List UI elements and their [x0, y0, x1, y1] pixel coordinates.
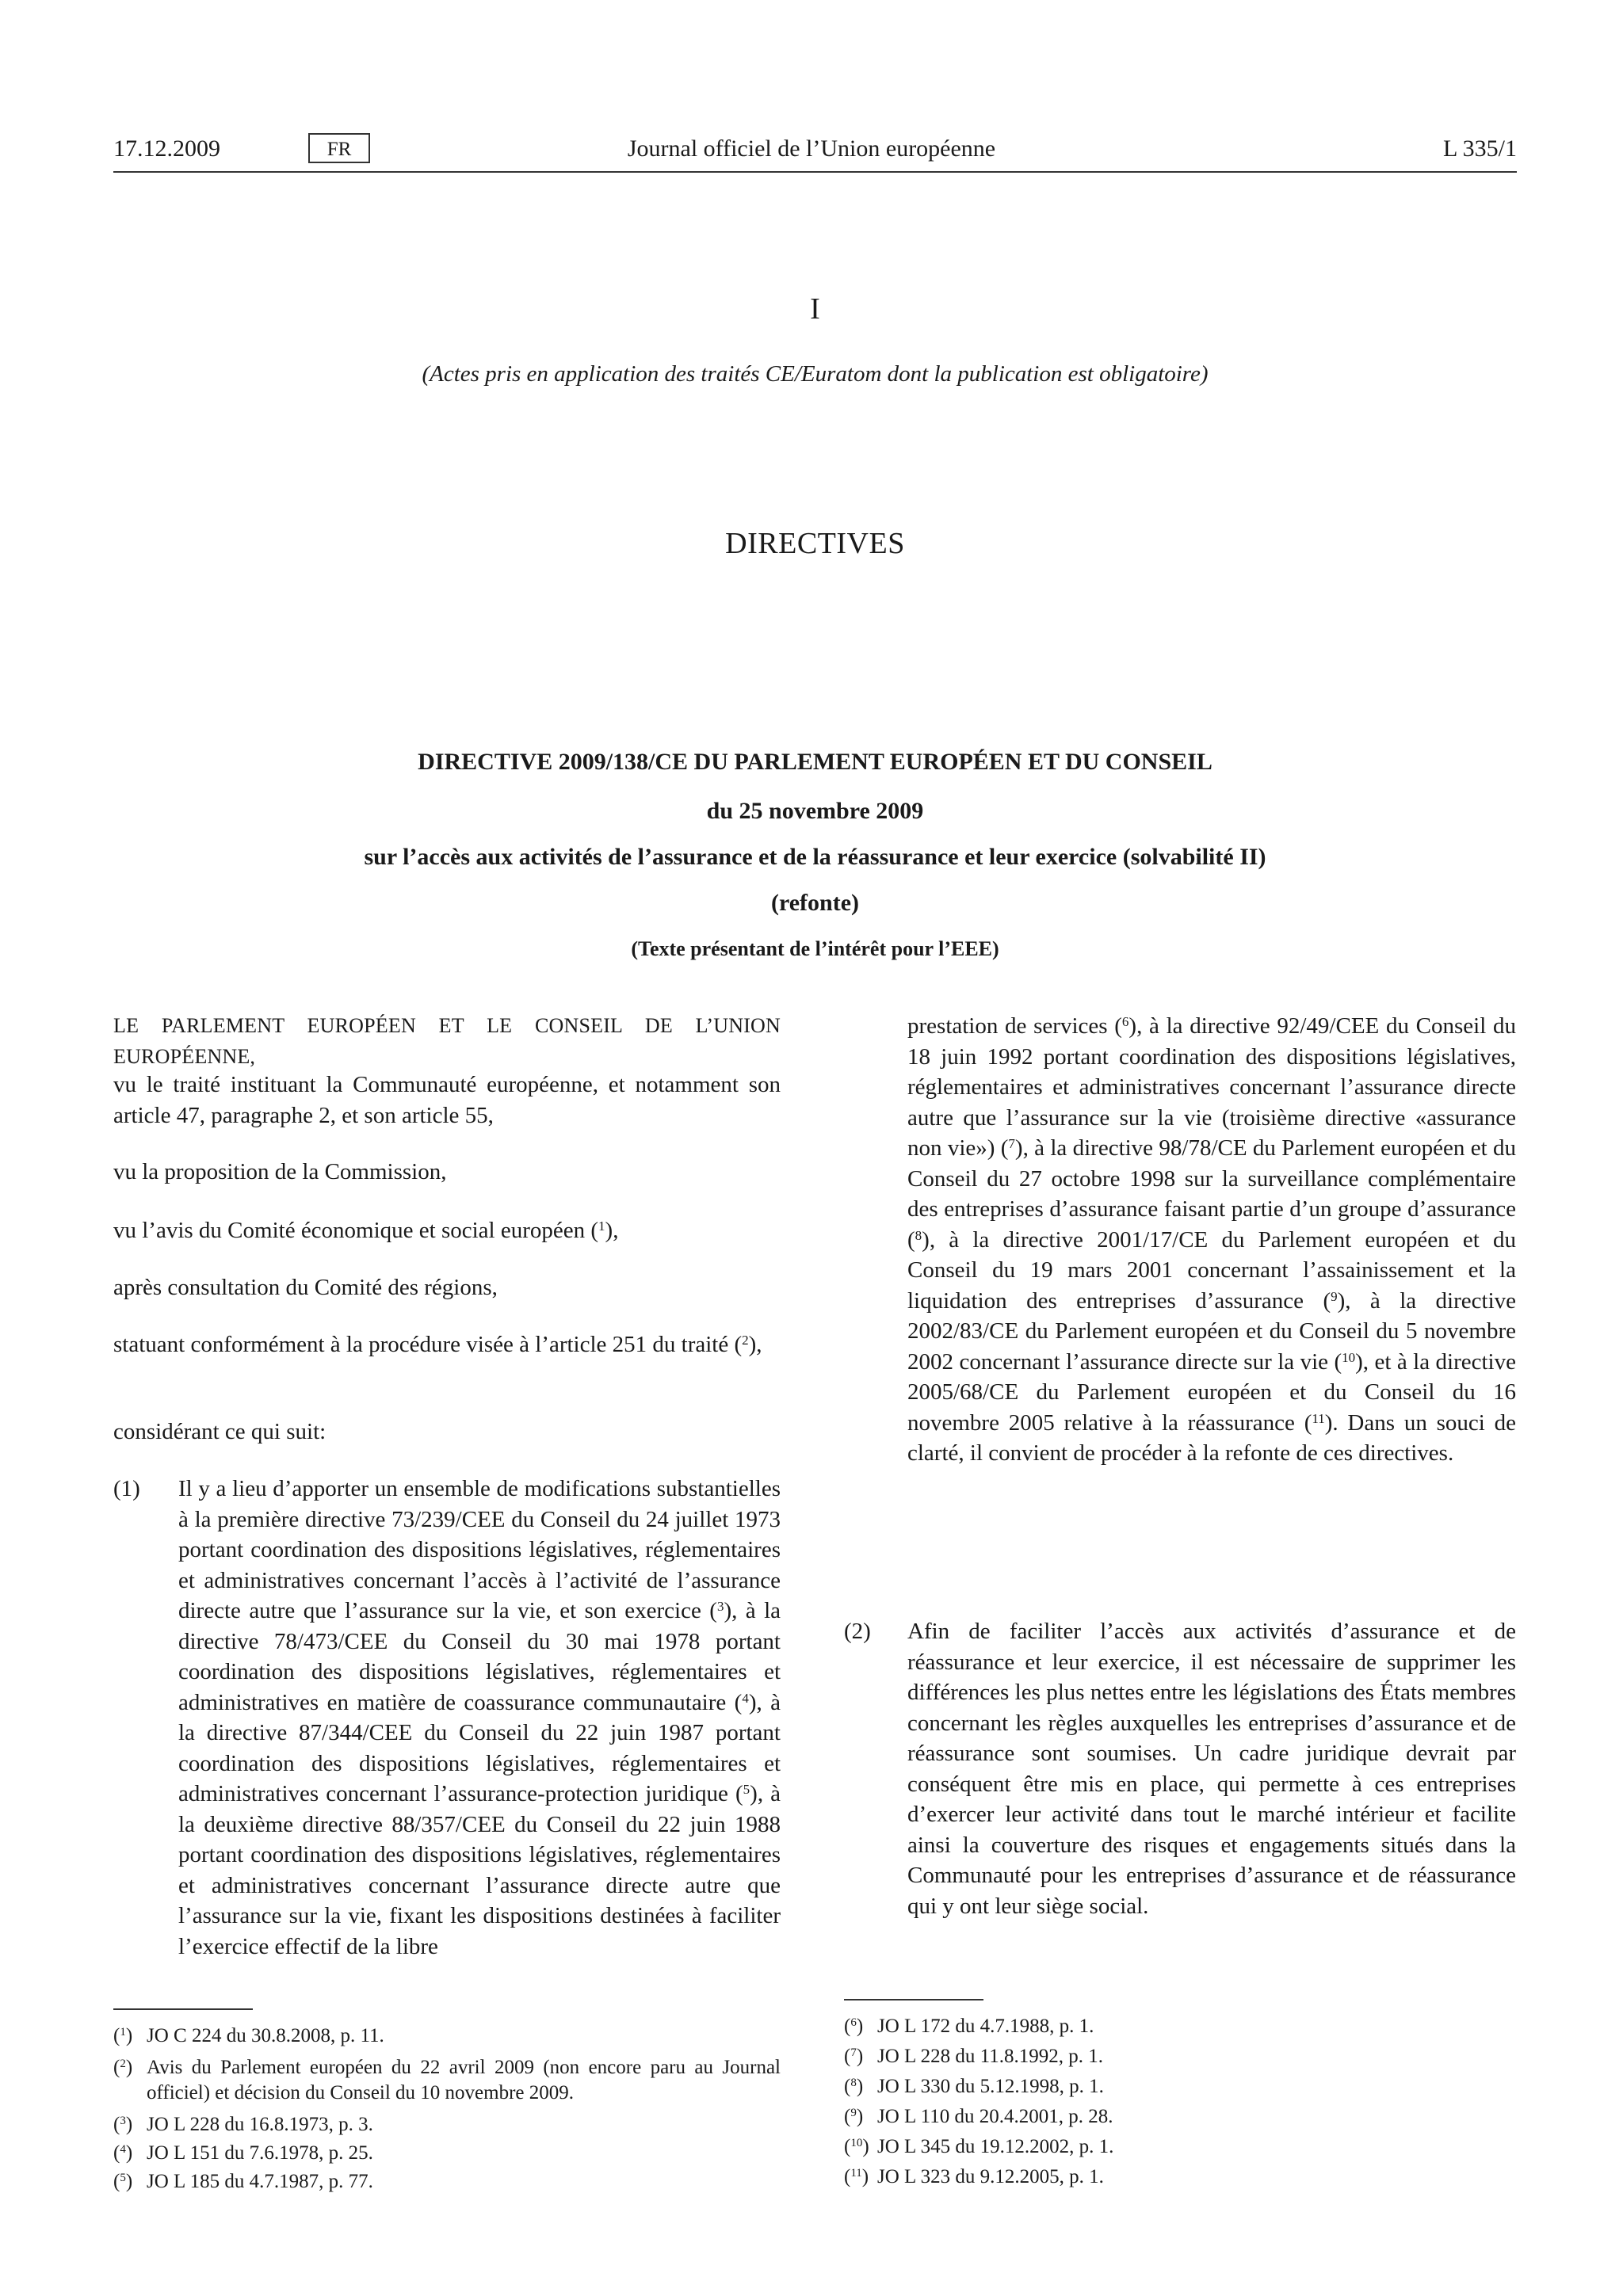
- recital-text-part: ), à la directive 92/49/CEE du Conseil du 18 juin 1992 portant coordination des dispositions législatives, réglementaires et administratives concernant l’assurance directe autre que l’assurance sur la vie (troisième directive «assurance non vie») (: [907, 1013, 1516, 1161]
- footnote-text: JO L 330 du 5.12.1998, p. 1.: [877, 2076, 1104, 2097]
- footnote-ref[interactable]: 3: [716, 1599, 724, 1614]
- footnote-rule-left: [113, 2008, 253, 2010]
- category-heading: DIRECTIVES: [725, 527, 905, 560]
- footnote-ref[interactable]: 4: [742, 1690, 749, 1706]
- visa-5: [113, 1329, 781, 1360]
- visa-1: [113, 1070, 781, 1131]
- recital-1: [113, 1474, 781, 1981]
- recital-text-part: ), à la directive 2002/83/CE du Parlement européen et du Conseil du 5 novembre 2002 concernant l’assurance directe sur la vie (: [907, 1287, 1516, 1375]
- header-language-box: FR: [308, 133, 370, 163]
- recital-2-text: Afin de faciliter l’accès aux activités d’assurance et de réassurance et leur exercice, il est nécessaire de supprimer les différences les plus nettes entre les législations des États membres concernant les règles auxquelles les entreprises d’assurance et de réassurance sont soumises. Un cadre juridique devrait par conséquent être mis en place, qui permette à ces entreprises d’exercer leur activité dans tout le marché intérieur et facilite ainsi la couverture des risques et engagements situés dans la Communauté pour les entreprises d’assurance et de réassurance qui y ont leur siège social.: [907, 1619, 1516, 1919]
- eea-relevance: (Texte présentant de l’intérêt pour l’EEE): [631, 937, 999, 960]
- footnote-text: JO L 151 du 7.6.1978, p. 25.: [147, 2142, 373, 2164]
- directive-date: du 25 novembre 2009: [706, 798, 924, 824]
- footnote-ref[interactable]: 1: [598, 1219, 605, 1234]
- considering: [113, 1417, 781, 1447]
- considering-text: considérant ce qui suit:: [113, 1419, 327, 1444]
- directive-title: DIRECTIVE 2009/138/CE DU PARLEMENT EUROPÉEN ET DU CONSEIL: [418, 749, 1212, 775]
- visa-5-text: statuant conformément à la procédure visée à l’article 251 du traité (: [113, 1332, 743, 1357]
- footnote-ref[interactable]: 5: [743, 1782, 750, 1797]
- visa-1-text: vu le traité instituant la Communauté européenne, et notamment son article 47, paragraphe 2, et son article 55,: [113, 1072, 781, 1128]
- visa-4-text: après consultation du Comité des régions,: [113, 1275, 498, 1300]
- footnote-text: JO L 228 du 11.8.1992, p. 1.: [877, 2046, 1103, 2067]
- recital-number: (1): [113, 1476, 140, 1501]
- preamble-authors: [113, 1011, 781, 1072]
- recital-text-part: Il y a lieu d’apporter un ensemble de modifications substantielles à la première directive 73/239/CEE du Conseil du 24 juillet 1973 portant coordination des dispositions législatives, réglementaires et administratives concernant l’accès à l’activité de l’assurance directe autre que l’assurance sur la vie, et son exercice (: [178, 1476, 781, 1623]
- footnote-text: JO C 224 du 30.8.2008, p. 11.: [147, 2025, 384, 2046]
- footnote-ref[interactable]: 2: [742, 1333, 749, 1348]
- footnote-rule-right: [844, 1999, 983, 2000]
- header-page-ref: L 335/1: [1442, 135, 1517, 162]
- recital-text-part: ), à la deuxième directive 88/357/CEE du Conseil du 22 juin 1988 portant coordination des dispositions législatives, réglementaires et administratives concernant l’assurance directe autre que l’assurance sur la vie, fixant les dispositions destinées à faciliter l’exercice effectif de la libre: [178, 1781, 781, 1959]
- header-date: 17.12.2009: [113, 135, 220, 162]
- directive-recast: (refonte): [770, 890, 860, 916]
- visa-5-end: ),: [748, 1332, 762, 1357]
- visa-2: [113, 1157, 781, 1188]
- footnote-ref[interactable]: 11: [1312, 1410, 1325, 1426]
- footnote-ref[interactable]: 10: [1342, 1349, 1356, 1365]
- footnote-number: ($^3$): [113, 2114, 133, 2135]
- footnote-text: JO L 110 du 20.4.2001, p. 28.: [877, 2106, 1113, 2127]
- acts-note: (Actes pris en application des traités CE/Euratom dont la publication est obligatoire): [422, 361, 1209, 387]
- recital-text-part: ), à la directive 2001/17/CE du Parlement européen et du Conseil du 19 mars 2001 concernant l’assainissement et la liquidation des entreprises d’assurance (: [907, 1226, 1516, 1314]
- visa-3: [113, 1215, 781, 1246]
- footnote-number: ($^2$): [113, 2057, 133, 2078]
- footnote-number: ($^{11}$): [844, 2166, 869, 2187]
- header-journal-title: Journal officiel de l’Union européenne: [627, 135, 996, 162]
- footnote-number: ($^8$): [844, 2076, 864, 2097]
- section-roman: I: [810, 292, 820, 326]
- recital-1-text: [178, 1474, 781, 1962]
- footnote-number: ($^{10}$): [844, 2136, 869, 2157]
- footnote-ref[interactable]: 6: [1121, 1014, 1129, 1029]
- recital-text-part: ), à la directive 98/78/CE du Parlement européen et du Conseil du 27 octobre 1998 sur la surveillance complémentaire des entreprises d’assurance faisant partie d’un groupe d’assurance (: [907, 1135, 1516, 1253]
- recital-text-part: ), à la directive 87/344/CEE du Conseil du 22 juin 1987 portant coordination des dispositions législatives, réglementaires et administratives concernant l’assurance-protection juridique (: [178, 1689, 781, 1806]
- visa-2-text: vu la proposition de la Commission,: [113, 1159, 447, 1184]
- footnote-text: JO L 345 du 19.12.2002, p. 1.: [877, 2136, 1114, 2157]
- recital-text-part: ). Dans un souci de clarté, il convient de procéder à la refonte de ces directives.: [907, 1409, 1516, 1466]
- footnote-text: JO L 323 du 9.12.2005, p. 1.: [877, 2166, 1104, 2187]
- footnote-text: Avis du Parlement européen du 22 avril 2009 (non encore paru au Journal officiel) et décision du Conseil du 10 novembre 2009.: [147, 2057, 781, 2103]
- recital-text-part: prestation de services (: [907, 1013, 1122, 1039]
- visa-3-text: vu l’avis du Comité économique et social européen (: [113, 1218, 599, 1243]
- footnote-number: ($^9$): [844, 2106, 864, 2127]
- recital-1-continuation-text: [907, 1011, 1516, 1469]
- header-rule: [113, 171, 1517, 173]
- footnote-number: ($^7$): [844, 2046, 864, 2067]
- footnote-number: ($^1$): [113, 2025, 133, 2046]
- authors-line: LE PARLEMENT EUROPÉEN ET LE CONSEIL DE L’UNION EUROPÉENNE,: [113, 1014, 781, 1068]
- footnote-number: ($^6$): [844, 2016, 864, 2037]
- recital-number: (2): [844, 1619, 871, 1644]
- recital-text-part: ), à la directive 78/473/CEE du Conseil du 30 mai 1978 portant coordination des dispositions législatives, réglementaires et administratives en matière de coassurance communautaire (: [178, 1598, 781, 1715]
- footnote-number: ($^4$): [113, 2142, 133, 2164]
- footnote-ref[interactable]: 7: [1008, 1136, 1015, 1151]
- directive-subject: sur l’accès aux activités de l’assurance et de la réassurance et leur exercice (solvabilité II): [364, 844, 1266, 870]
- footnote-text: JO L 185 du 4.7.1987, p. 77.: [147, 2171, 373, 2192]
- visa-4: [113, 1272, 781, 1303]
- recital-text-part: ), et à la directive 2005/68/CE du Parlement européen et du Conseil du 16 novembre 2005 relative à la réassurance (: [907, 1348, 1516, 1436]
- footnote-text: JO L 228 du 16.8.1973, p. 3.: [147, 2114, 373, 2135]
- footnote-text: JO L 172 du 4.7.1988, p. 1.: [877, 2016, 1094, 2037]
- visa-3-end: ),: [605, 1218, 619, 1243]
- footnote-number: ($^5$): [113, 2171, 133, 2192]
- footnote-ref[interactable]: 8: [915, 1227, 922, 1243]
- footnote-ref[interactable]: 9: [1331, 1288, 1338, 1304]
